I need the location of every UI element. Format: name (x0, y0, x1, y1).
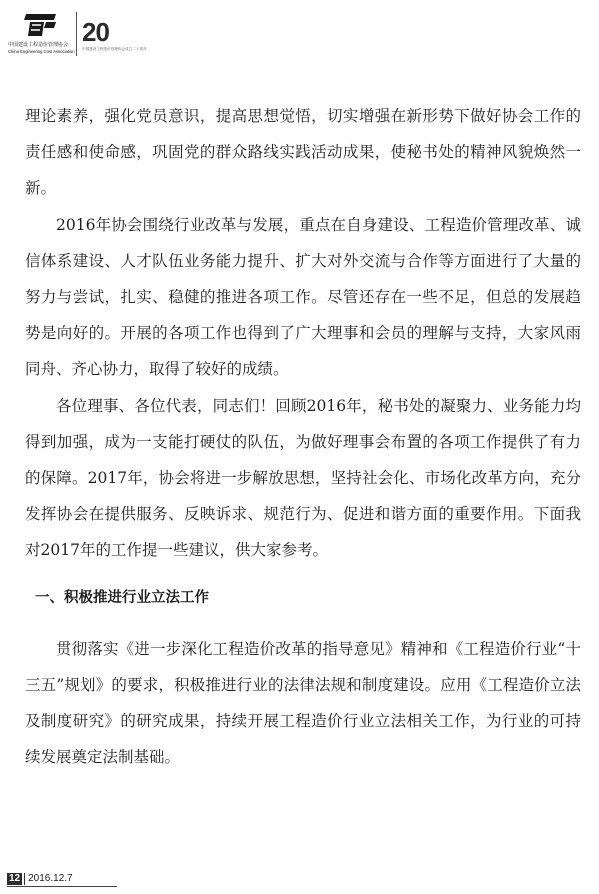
footer-separator (24, 873, 25, 885)
paragraph-review: 各位理事、各位代表，同志们！回顾2016年，秘书处的凝聚力、业务能力均得到加强，成为一支能打硬仗的队伍，为做好理事会布置的各项工作提供了有力的保障。2017年，协会将进一步解放思想，坚持社会化、市场化改革方向，充分发挥协会在提供服务、反映诉求、规范行为、促进和谐方面的重要作用。下面我对2017年的工作提一些建议，供大家参考。 (25, 396, 581, 560)
logo-english-name: China Engineering Cost Association (8, 49, 75, 54)
header-divider (76, 12, 77, 56)
page-number: 12 (9, 873, 21, 884)
page-footer (7, 872, 73, 886)
issue-date: 2016.12.7 (28, 873, 73, 884)
section-heading: 一、积极推进行业立法工作 (35, 589, 209, 606)
association-logo (8, 10, 75, 62)
paragraph-2016-summary: 2016年协会围绕行业改革与发展，重点在自身建设、工程造价管理改革、诚信体系建设、人才队伍业务能力提升、扩大对外交流与合作等方面进行了大量的努力与尝试，扎实、稳健的推进各项工作。尽管还存在一些不足，但总的发展趋势是向好的。开展的各项工作也得到了广大理事和会员的理解与支持，大家风雨同舟、齐心协力，取得了较好的成绩。 (25, 215, 581, 379)
section-paragraph: 贯彻落实《进一步深化工程造价改革的指导意见》精神和《工程造价行业“十三五”规划》的要求，积极推进行业的法律法规和制度建设。应用《工程造价立法及制度研究》的研究成果，持续开展工程造价行业立法相关工作，为行业的可持续发展奠定法制基础。 (25, 639, 581, 767)
anniversary-mark (82, 10, 202, 60)
article-body (25, 98, 581, 775)
paragraph-continued: 理论素养，强化党员意识，提高思想觉悟，切实增强在新形势下做好协会工作的责任感和使命感，巩固党的群众路线实践活动成果，使秘书处的精神风貌焕然一新。 (25, 107, 581, 198)
footer-rule (7, 886, 117, 887)
logo-chinese-name: 中国建设工程造价管理协会 (8, 42, 69, 48)
anniversary-number: 20 (82, 17, 109, 47)
page-header (8, 10, 208, 62)
anniversary-caption: 中国建设工程造价管理协会成立二十周年 (82, 47, 147, 51)
logo-mark-icon (24, 12, 58, 38)
